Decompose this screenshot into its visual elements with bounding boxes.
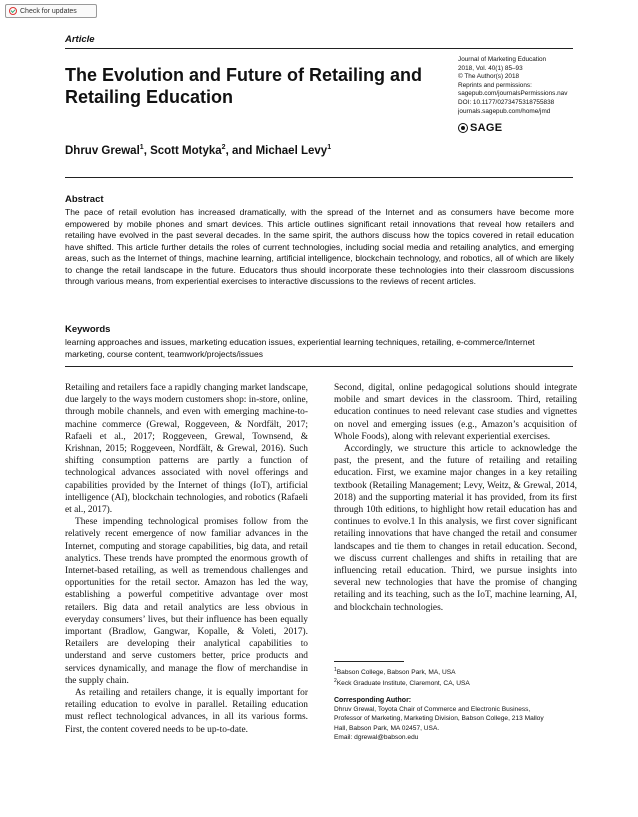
check-for-updates-badge[interactable]: [5, 4, 97, 18]
journal-home-link[interactable]: journals.sagepub.com/home/jmd: [458, 107, 551, 115]
body-paragraph: Second, digital, online pedagogical solutions should integrate mobile and smart devices in the classroom. Third, retailing education continues to need relevant case studies and vignettes on novel and emerging issues (e.g., Amazon’s acquisition of Whole Foods), along with relevant experiential exercises.: [334, 383, 577, 442]
affiliation-text: Babson College, Babson Park, MA, USA: [336, 669, 456, 677]
author-affiliation-mark: 1: [327, 144, 332, 151]
journal-permissions-link[interactable]: sagepub.com/journalsPermissions.nav: [458, 90, 568, 98]
abstract-text: The pace of retail evolution has increased dramatically, with the spread of the Internet and as consumers have become more empowered by mobile phones and smart devices. This article outlines significant retail innovations that reveal how retailers and retailing have evolved in the past several decades. In the same spirit, the authors discuss how the topics covered in retail education have shifted. This article further details the roles of current technologies, including social media and retailing analytics, and emerging areas, such as the Internet of things, machine learning, artificial intelligence, blockchain technology, and robotics, all of which are likely to change the retail landscape in the future. Educators thus should incorporate these technologies into their classroom discussions through various means, from experiential exercises to interactive discussions to the reviews of recent articles.: [65, 207, 574, 286]
author-affiliation-mark: 2: [221, 144, 226, 151]
corresponding-author-line: Dhruv Grewal, Toyota Chair of Commerce and Electronic Business,: [334, 706, 531, 714]
journal-info: [458, 56, 573, 116]
footnote-rule: [334, 661, 404, 662]
article-title: The Evolution and Future of Retailing and Retailing Education: [65, 65, 422, 107]
keywords-rule: [65, 366, 573, 367]
body-paragraph: As retailing and retailers change, it is equally important for retailing education to evolve in parallel. Retailing education must reflect technological advances, in all its various forms. First, the content covered needs to be up-to-date.: [65, 688, 308, 735]
affiliation-text: Keck Graduate Institute, Claremont, CA, USA: [336, 680, 470, 688]
affiliation-item: [334, 666, 579, 677]
sage-logo: [458, 122, 502, 134]
keywords-heading: Keywords: [65, 324, 111, 335]
body-paragraph: Accordingly, we structure this article to acknowledge the past, the present, and the future of retailing and retailing education. First, we examine major changes in a key retailing textbook (Retailing Management; Levy, Weitz, & Grewal, 2014, 2018) and the supporting material it has provided, from its first through 10th editions, to highlight how retail education has and continues to evolve.1 In this analysis, we first cover significant retailing innovations that have changed the retail and consumer landscapes and tie them to changes in retail education. Second, we discuss current challenges and shifts in retailing that are influencing retail education. Third, we pursue insights into several new technologies that have the promise of changing retailing and its teaching, such as the IoT, machine learning, AI, and blockchain technologies.: [334, 444, 577, 613]
body-column-left: [65, 382, 308, 736]
journal-name: Journal of Marketing Education: [458, 56, 547, 63]
affiliation-item: [334, 677, 579, 688]
journal-reprints: Reprints and permissions:: [458, 81, 532, 89]
author-name: Dhruv Grewal: [65, 144, 140, 157]
check-updates-icon: [9, 7, 17, 15]
corresponding-author-line: Hall, Babson Park, MA 02457, USA.: [334, 724, 440, 732]
abstract-rule: [65, 177, 573, 178]
journal-doi[interactable]: DOI: 10.1177/0273475318755838: [458, 98, 555, 106]
keywords-text: learning approaches and issues, marketing education issues, experiential learning techniques, retailing, e-commerce/Internet marketing, course content, teamwork/projects/issues: [65, 337, 535, 359]
corresponding-author-heading: Corresponding Author:: [334, 697, 412, 704]
corresponding-author: [334, 696, 579, 742]
article-type-label: Article: [65, 34, 95, 45]
author-name: Scott Motyka: [150, 144, 222, 157]
author-name: Michael Levy: [255, 144, 328, 157]
body-paragraph: These impending technological promises follow from the relatively recent emergence of now familiar advances in the Internet, computing and storage capabilities, big data, and retail analytics. These trends have prompted the enormous growth of Internet-based retailing, as well as tremendous challenges and opportunities for the retail sector. Amazon has led the way, establishing a powerful competitive advantage over most retailers. Big data and retail analytics are less obvious in everyday consumers’ lives, but their influence has been equally important (Bradlow, Gangwar, Kopalle, & Voleti, 2017). Retailers are developing their analytical capabilities to understand and serve customers better, price products and services dynamically, and manage the flow of merchandise in the supply chain.: [65, 517, 308, 686]
corresponding-author-email[interactable]: Email: dgrewal@babson.edu: [334, 733, 419, 741]
body-paragraph: Retailing and retailers face a rapidly changing market landscape, due largely to the ways modern customers shop: in-store, online, through mobile channels, and even with emerging machine-to-machine commerce (Grewal, Roggeveen, & Nordfält, 2017; Rafaeli et al., 2017; Roggeveen, Grewal, Townsend, & Krishnan, 2015; Roggeveen, Nordfält, & Grewal, 2016). Such shifting consumption patterns are partly a function of technological advances associated with novel offerings and capabilities provided by the Internet of things (IoT), artificial intelligence (AI), blockchain technologies, and robotics (Rafaeli et al., 2017).: [65, 383, 308, 516]
affiliation-mark: 1: [334, 667, 337, 673]
affiliation-mark: 2: [334, 678, 337, 685]
journal-volume: 2018, Vol. 40(1) 85–93: [458, 64, 523, 72]
check-for-updates-label: Check for updates: [20, 7, 77, 15]
journal-copyright: © The Author(s) 2018: [458, 73, 520, 81]
author-affiliation-mark: 1: [139, 144, 144, 151]
affiliations: [334, 666, 579, 688]
author-list: Dhruv Grewal$^1$, Scott Motyka$^2$, and Michael Levy$^1$: [65, 144, 332, 157]
body-column-right: [334, 382, 577, 614]
sage-logo-icon: [458, 123, 468, 133]
corresponding-author-line: Professor of Marketing, Marketing Division, Babson College, 213 Malloy: [334, 715, 544, 723]
header-rule: [65, 48, 573, 49]
sage-logo-text: SAGE: [470, 122, 503, 134]
abstract-heading: Abstract: [65, 194, 104, 205]
